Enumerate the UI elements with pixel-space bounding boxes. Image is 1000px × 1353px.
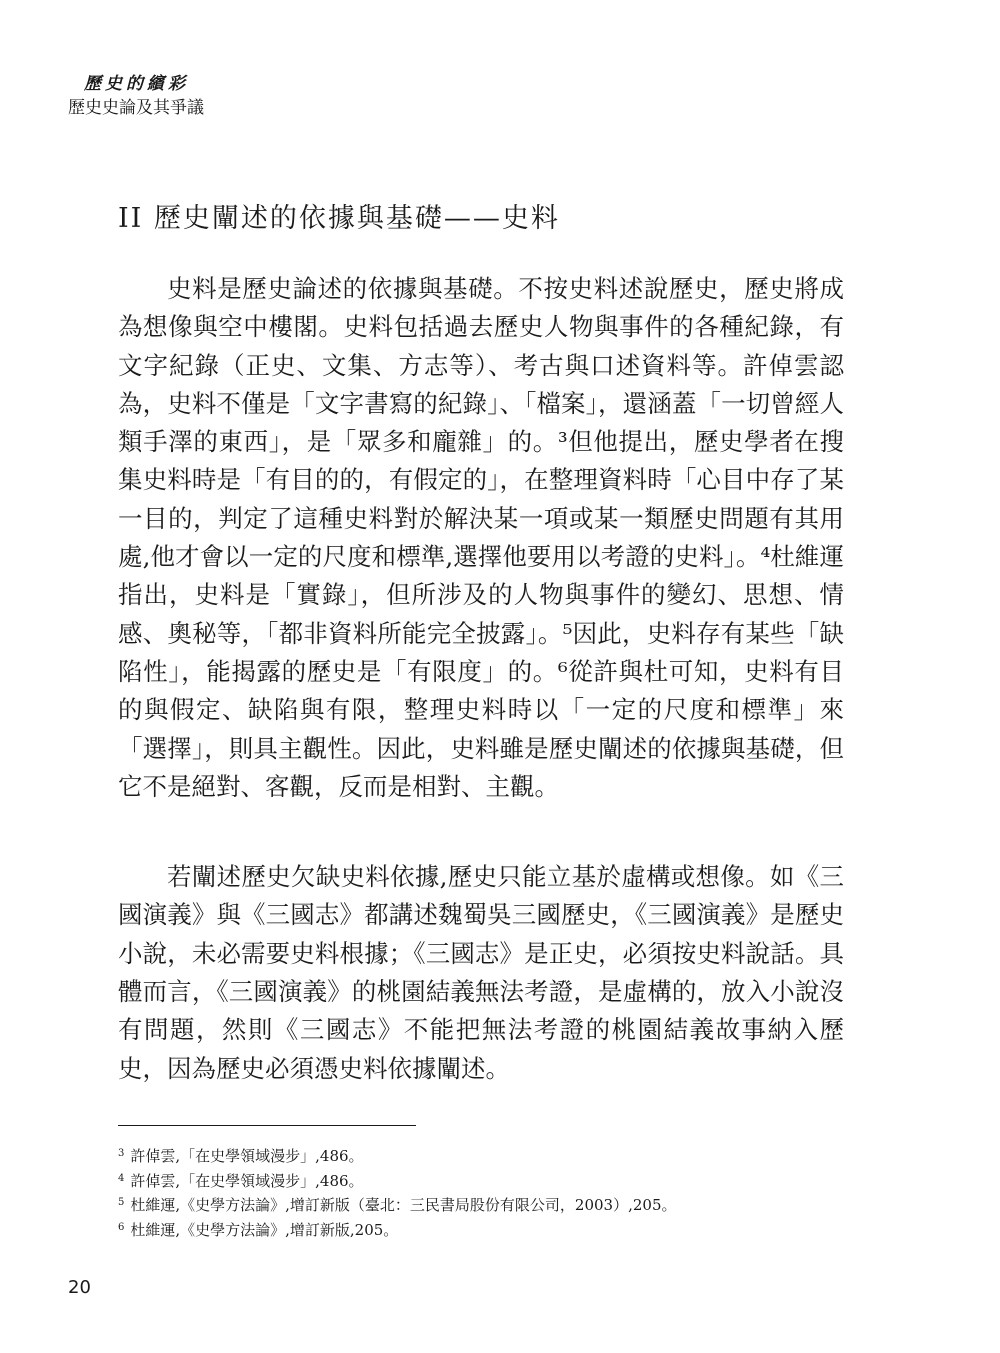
footnote-text: 許倬雲,「在史學領域漫步」,486。 [130,1147,364,1165]
footnote-number: 5 [118,1197,125,1208]
footnote-text: 許倬雲,「在史學領域漫步」,486。 [130,1171,364,1190]
section-heading: II 歷史闡述的依據與基礎——史料 [118,203,560,234]
series-title: 歷史的繽彩 [84,74,189,94]
footnote-text: 杜維運,《史學方法論》,增訂新版（臺北：三民書局股份有限公司，2003）,205。 [130,1196,677,1214]
footnotes [118,1143,858,1241]
body-paragraph: 史料是歷史論述的依據與基礎。不按史料述說歷史，歷史將成為想像與空中樓閣。史料包括過去歷史人物與事件的各種紀錄，有文字紀錄（正史、文集、方志等）、考古與口述資料等。許倬雲認為，史料不僅是「文字書寫的紀錄」、「檔案」，還涵蓋「一切曾經人類手澤的東西」，是「眾多和龐雜」的。³但他提出，歷史學者在搜集史料時是「有目的的，有假定的」，在整理資料時「心目中存了某一目的，判定了這種史料對於解決某一項或某一類歷史問題有其用處,他才會以一定的尺度和標準,選擇他要用以考證的史料」。⁴杜維運指出，史料是「實錄」，但所涉及的人物與事件的變幻、思想、情感、奧秘等，「都非資料所能完全披露」。⁵因此，史料存有某些「缺陷性」，能揭露的歷史是「有限度」的。⁶從許與杜可知，史料有目的與假定、缺陷與有限，整理史料時以「一定的尺度和標準」來「選擇」，則具主觀性。因此，史料雖是歷史闡述的依據與基礎，但它不是絕對、客觀，反而是相對、主觀。 [118,274,844,801]
body-paragraph: 若闡述歷史欠缺史料依據,歷史只能立基於虛構或想像。如《三國演義》與《三國志》都講述魏蜀吳三國歷史，《三國演義》是歷史小說，未必需要史料根據；《三國志》是正史，必須按史料說話。具體而言，《三國演義》的桃園結義無法考證，是虛構的，放入小說沒有問題，然則《三國志》不能把無法考證的桃園結義故事納入歷史，因為歷史必須憑史料依據闡述。 [118,862,844,1083]
book-title: 歷史史論及其爭議 [68,98,204,118]
footnote-number: 6 [118,1221,125,1233]
running-head [68,72,204,120]
footnote [118,1168,858,1193]
footnote-text: 杜維運,《史學方法論》,增訂新版,205。 [130,1220,399,1239]
page-number: 20 [68,1277,91,1298]
footnote-number: 3 [118,1148,125,1159]
footnote-divider [118,1125,416,1126]
footnote [118,1143,858,1168]
body-text [118,270,844,1088]
footnote [118,1192,858,1217]
footnote [118,1217,858,1242]
footnote-number: 4 [118,1172,125,1184]
